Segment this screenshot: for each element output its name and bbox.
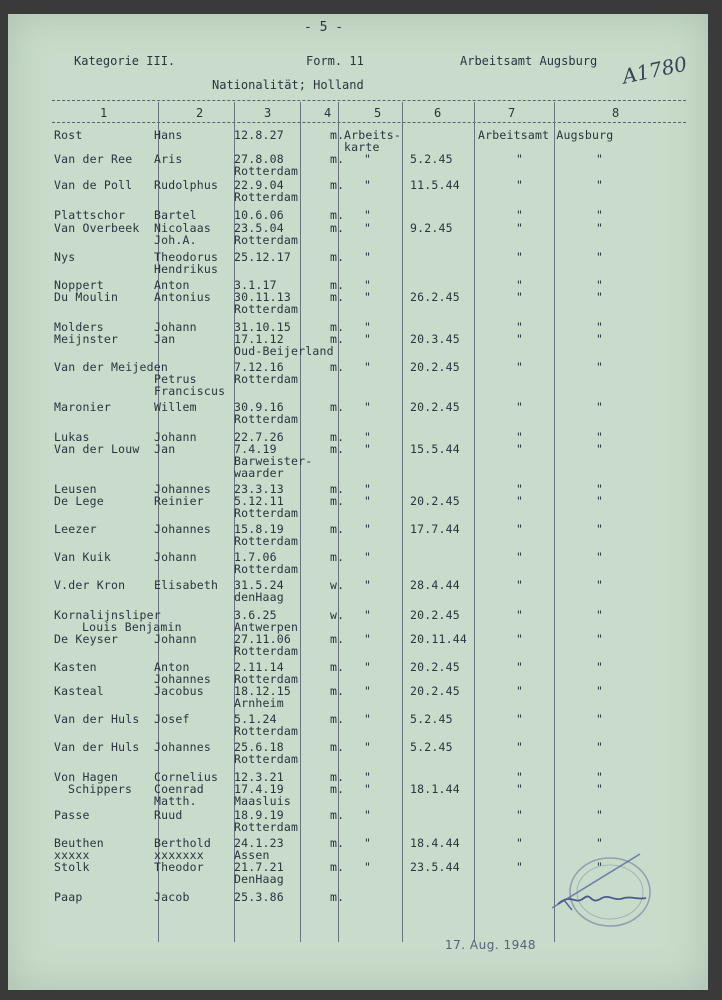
row-27-col-6: 20.2.45 (410, 494, 460, 508)
row-39-col-1: Kasten (54, 660, 97, 674)
row-31-col-5: " (364, 550, 372, 564)
row-33-col-1: V.der Kron (54, 578, 126, 592)
form-label: Form. 11 (306, 54, 364, 68)
row-4-col-6: 11.5.44 (410, 178, 460, 192)
row-2-col-4: m. (330, 152, 345, 166)
row-7-col-3: 23.5.04 (234, 221, 284, 235)
row-52-col-2: Berthold (154, 836, 211, 850)
row-48-col-4: m. (330, 782, 345, 796)
row-50-col-3: 18.9.19 (234, 808, 284, 822)
row-22-col-2: Johann (154, 430, 197, 444)
row-4-col-2: Rudolphus (154, 178, 219, 192)
row-41-col-8: " (596, 684, 604, 698)
row-6-col-8: " (596, 208, 604, 222)
column-divider-7 (554, 102, 555, 942)
row-7-col-2: Nicolaas (154, 221, 211, 235)
row-41-col-5: " (364, 684, 372, 698)
row-15-col-6: 20.3.45 (410, 332, 460, 346)
row-9-col-3: 25.12.17 (234, 250, 291, 264)
row-12-col-3: 30.11.13 (234, 290, 291, 304)
row-27-col-8: " (596, 494, 604, 508)
row-18-col-2: Petrus (154, 372, 197, 386)
row-2-col-8: " (596, 152, 604, 166)
row-37-col-2: Johann (154, 632, 197, 646)
row-54-col-2: Theodor (154, 860, 204, 874)
row-54-col-6: 23.5.44 (410, 860, 460, 874)
row-39-col-4: m. (330, 660, 345, 674)
row-46-col-3: Rotterdam (234, 752, 299, 766)
row-6-col-7: " (516, 208, 524, 222)
row-42-col-3: Arnheim (234, 696, 284, 710)
row-35-col-4: w. (330, 608, 345, 622)
office-label: Arbeitsamt Augsburg (460, 54, 598, 68)
row-39-col-3: 2.11.14 (234, 660, 284, 674)
row-39-col-5: " (364, 660, 372, 674)
row-2-col-5: " (364, 152, 372, 166)
row-45-col-5: " (364, 740, 372, 754)
row-29-col-5: " (364, 522, 372, 536)
row-32-col-3: Rotterdam (234, 562, 299, 576)
row-12-col-1: Du Moulin (54, 290, 119, 304)
row-45-col-8: " (596, 740, 604, 754)
row-40-col-3: Rotterdam (234, 672, 299, 686)
column-number-6: 6 (434, 106, 442, 120)
row-0-col-2: Hans (154, 128, 183, 142)
row-14-col-3: 31.10.15 (234, 320, 291, 334)
column-number-3: 3 (264, 106, 272, 120)
handwritten-reference: A1780 (620, 51, 690, 89)
row-31-col-8: " (596, 550, 604, 564)
row-7-col-4: m. (330, 221, 345, 235)
row-53-col-1: xxxxx (54, 848, 90, 862)
row-36-col-1: Louis Benjamin (82, 620, 182, 634)
row-14-col-5: " (364, 320, 372, 334)
row-20-col-1: Maronier (54, 400, 111, 414)
row-41-col-3: 18.12.15 (234, 684, 291, 698)
official-seal-icon (544, 848, 654, 930)
row-4-col-4: m. (330, 178, 345, 192)
row-43-col-6: 5.2.45 (410, 712, 453, 726)
row-8-col-3: Rotterdam (234, 233, 299, 247)
row-12-col-2: Antonius (154, 290, 211, 304)
row-43-col-5: " (364, 712, 372, 726)
row-41-col-4: m. (330, 684, 345, 698)
row-22-col-8: " (596, 430, 604, 444)
row-47-col-5: " (364, 770, 372, 784)
row-11-col-3: 3.1.17 (234, 278, 277, 292)
row-35-col-7: " (516, 608, 524, 622)
row-4-col-1: Van de Poll (54, 178, 133, 192)
row-39-col-8: " (596, 660, 604, 674)
row-26-col-4: m. (330, 482, 345, 496)
row-39-col-6: 20.2.45 (410, 660, 460, 674)
row-31-col-2: Johann (154, 550, 197, 564)
row-48-col-1: Schippers (68, 782, 133, 796)
row-23-col-3: 7.4.19 (234, 442, 277, 456)
row-2-col-6: 5.2.45 (410, 152, 453, 166)
column-number-4: 4 (324, 106, 332, 120)
column-number-1: 1 (100, 106, 108, 120)
row-15-col-4: m. (330, 332, 345, 346)
row-35-col-6: 20.2.45 (410, 608, 460, 622)
row-12-col-4: m. (330, 290, 345, 304)
row-33-col-5: " (364, 578, 372, 592)
row-54-col-4: m. (330, 860, 345, 874)
row-54-col-8: " (596, 860, 604, 874)
document-page (8, 14, 708, 990)
row-37-col-4: m. (330, 632, 345, 646)
row-27-col-1: De Lege (54, 494, 104, 508)
row-50-col-4: m. (330, 808, 345, 822)
row-56-col-2: Jacob (154, 890, 190, 904)
column-divider-6 (474, 102, 475, 942)
row-23-col-5: " (364, 442, 372, 456)
row-45-col-6: 5.2.45 (410, 740, 453, 754)
row-23-col-7: " (516, 442, 524, 456)
row-33-col-3: 31.5.24 (234, 578, 284, 592)
column-number-7: 7 (508, 106, 516, 120)
row-17-col-6: 20.2.45 (410, 360, 460, 374)
row-15-col-7: " (516, 332, 524, 346)
row-55-col-3: DenHaag (234, 872, 284, 886)
row-45-col-7: " (516, 740, 524, 754)
column-number-8: 8 (612, 106, 620, 120)
row-53-col-2: xxxxxxx (154, 848, 204, 862)
row-41-col-7: " (516, 684, 524, 698)
row-18-col-3: Rotterdam (234, 372, 299, 386)
row-54-col-1: Stolk (54, 860, 90, 874)
row-15-col-2: Jan (154, 332, 176, 346)
row-26-col-7: " (516, 482, 524, 496)
row-39-col-7: " (516, 660, 524, 674)
row-56-col-1: Paap (54, 890, 83, 904)
row-17-col-4: m. (330, 360, 345, 374)
row-9-col-8: " (596, 250, 604, 264)
row-3-col-3: Rotterdam (234, 164, 299, 178)
row-22-col-4: m. (330, 430, 345, 444)
row-39-col-2: Anton (154, 660, 190, 674)
column-divider-5 (402, 102, 403, 942)
row-52-col-1: Beuthen (54, 836, 104, 850)
row-6-col-2: Bartel (154, 208, 197, 222)
row-41-col-6: 20.2.45 (410, 684, 460, 698)
row-33-col-7: " (516, 578, 524, 592)
row-24-col-3: Barweister- (234, 454, 313, 468)
row-26-col-2: Johannes (154, 482, 211, 496)
row-37-col-8: " (596, 632, 604, 646)
row-30-col-3: Rotterdam (234, 534, 299, 548)
row-29-col-1: Leezer (54, 522, 97, 536)
row-48-col-6: 18.1.44 (410, 782, 460, 796)
row-56-col-4: m. (330, 890, 345, 904)
row-52-col-3: 24.1.23 (234, 836, 284, 850)
row-29-col-3: 15.8.19 (234, 522, 284, 536)
row-31-col-1: Van Kuik (54, 550, 111, 564)
row-52-col-6: 18.4.44 (410, 836, 460, 850)
row-45-col-4: m. (330, 740, 345, 754)
date-stamp: 17. Aug. 1948 (445, 938, 536, 952)
row-41-col-2: Jacobus (154, 684, 204, 698)
row-4-col-8: " (596, 178, 604, 192)
row-29-col-6: 17.7.44 (410, 522, 460, 536)
row-49-col-3: Maasluis (234, 794, 291, 808)
row-0-col-1: Rost (54, 128, 83, 142)
row-36-col-3: Antwerpen (234, 620, 299, 634)
row-35-col-3: 3.6.25 (234, 608, 277, 622)
row-23-col-1: Van der Louw (54, 442, 140, 456)
row-23-col-4: m. (330, 442, 345, 456)
row-50-col-7: " (516, 808, 524, 822)
category-label: Kategorie III. (74, 54, 176, 68)
row-7-col-1: Van Overbeek (54, 221, 140, 235)
row-14-col-4: m. (330, 320, 345, 334)
row-23-col-6: 15.5.44 (410, 442, 460, 456)
column-number-5: 5 (374, 106, 382, 120)
row-22-col-7: " (516, 430, 524, 444)
row-7-col-8: " (596, 221, 604, 235)
row-6-col-5: " (364, 208, 372, 222)
row-37-col-3: 27.11.06 (234, 632, 291, 646)
row-0-col-5: Arbeits- (344, 128, 401, 142)
row-26-col-8: " (596, 482, 604, 496)
row-35-col-8: " (596, 608, 604, 622)
row-17-col-8: " (596, 360, 604, 374)
row-35-col-1: Kornalijnsliper (54, 608, 161, 622)
row-8-col-2: Joh.A. (154, 233, 197, 247)
row-50-col-1: Passe (54, 808, 90, 822)
row-4-col-7: " (516, 178, 524, 192)
row-52-col-7: " (516, 836, 524, 850)
row-37-col-5: " (364, 632, 372, 646)
row-11-col-4: m. (330, 278, 345, 292)
row-44-col-3: Rotterdam (234, 724, 299, 738)
row-7-col-5: " (364, 221, 372, 235)
row-2-col-2: Aris (154, 152, 183, 166)
row-14-col-1: Molders (54, 320, 104, 334)
row-31-col-3: 1.7.06 (234, 550, 277, 564)
row-45-col-3: 25.6.18 (234, 740, 284, 754)
row-54-col-3: 21.7.21 (234, 860, 284, 874)
row-20-col-6: 20.2.45 (410, 400, 460, 414)
row-21-col-3: Rotterdam (234, 412, 299, 426)
row-22-col-3: 22.7.26 (234, 430, 284, 444)
row-15-col-5: " (364, 332, 372, 346)
row-51-col-3: Rotterdam (234, 820, 299, 834)
row-6-col-4: m. (330, 208, 345, 222)
row-47-col-1: Von Hagen (54, 770, 119, 784)
row-54-col-5: " (364, 860, 372, 874)
row-2-col-3: 27.8.08 (234, 152, 284, 166)
row-15-col-3: 17.1.12 (234, 332, 284, 346)
row-28-col-3: Rotterdam (234, 506, 299, 520)
row-47-col-4: m. (330, 770, 345, 784)
page-number: - 5 - (304, 20, 344, 35)
row-4-col-5: " (364, 178, 372, 192)
row-31-col-4: m. (330, 550, 345, 564)
row-14-col-7: " (516, 320, 524, 334)
row-29-col-7: " (516, 522, 524, 536)
row-26-col-5: " (364, 482, 372, 496)
row-9-col-2: Theodorus (154, 250, 219, 264)
row-33-col-4: w. (330, 578, 345, 592)
row-14-col-8: " (596, 320, 604, 334)
row-19-col-2: Franciscus (154, 384, 226, 398)
row-7-col-7: " (516, 221, 524, 235)
row-11-col-8: " (596, 278, 604, 292)
row-37-col-1: De Keyser (54, 632, 119, 646)
row-53-col-3: Assen (234, 848, 270, 862)
row-56-col-3: 25.3.86 (234, 890, 284, 904)
row-43-col-2: Josef (154, 712, 190, 726)
row-47-col-2: Cornelius (154, 770, 219, 784)
row-11-col-5: " (364, 278, 372, 292)
row-29-col-2: Johannes (154, 522, 211, 536)
row-29-col-8: " (596, 522, 604, 536)
row-43-col-8: " (596, 712, 604, 726)
row-38-col-3: Rotterdam (234, 644, 299, 658)
row-20-col-7: " (516, 400, 524, 414)
row-15-col-1: Meijnster (54, 332, 119, 346)
row-26-col-1: Leusen (54, 482, 97, 496)
row-20-col-4: m. (330, 400, 345, 414)
header-rule (52, 122, 686, 123)
row-11-col-1: Noppert (54, 278, 104, 292)
row-41-col-1: Kasteal (54, 684, 104, 698)
row-5-col-3: Rotterdam (234, 190, 299, 204)
row-16-col-3: Oud-Beijerland (234, 344, 334, 358)
row-11-col-2: Anton (154, 278, 190, 292)
row-9-col-7: " (516, 250, 524, 264)
row-12-col-6: 26.2.45 (410, 290, 460, 304)
row-49-col-2: Matth. (154, 794, 197, 808)
row-50-col-8: " (596, 808, 604, 822)
row-48-col-2: Coenrad (154, 782, 204, 796)
row-0-col-4: m. (330, 128, 345, 142)
row-11-col-7: " (516, 278, 524, 292)
row-27-col-3: 5.12.11 (234, 494, 284, 508)
row-27-col-7: " (516, 494, 524, 508)
row-47-col-7: " (516, 770, 524, 784)
row-23-col-8: " (596, 442, 604, 456)
row-37-col-6: 20.11.44 (410, 632, 467, 646)
row-43-col-1: Van der Huls (54, 712, 140, 726)
row-22-col-5: " (364, 430, 372, 444)
row-7-col-6: 9.2.45 (410, 221, 453, 235)
row-52-col-5: " (364, 836, 372, 850)
row-47-col-3: 12.3.21 (234, 770, 284, 784)
row-17-col-5: " (364, 360, 372, 374)
row-25-col-3: waarder (234, 466, 284, 480)
row-33-col-8: " (596, 578, 604, 592)
row-20-col-2: Willem (154, 400, 197, 414)
row-17-col-1: Van der Meijeden (54, 360, 168, 374)
row-12-col-5: " (364, 290, 372, 304)
row-29-col-4: m. (330, 522, 345, 536)
row-15-col-8: " (596, 332, 604, 346)
row-43-col-3: 5.1.24 (234, 712, 277, 726)
row-20-col-3: 30.9.16 (234, 400, 284, 414)
column-number-2: 2 (196, 106, 204, 120)
row-37-col-7: " (516, 632, 524, 646)
row-20-col-5: " (364, 400, 372, 414)
row-2-col-7: " (516, 152, 524, 166)
row-48-col-8: " (596, 782, 604, 796)
row-13-col-3: Rotterdam (234, 302, 299, 316)
row-31-col-7: " (516, 550, 524, 564)
row-33-col-6: 28.4.44 (410, 578, 460, 592)
row-47-col-8: " (596, 770, 604, 784)
row-12-col-8: " (596, 290, 604, 304)
row-52-col-8: " (596, 836, 604, 850)
row-54-col-7: " (516, 860, 524, 874)
row-23-col-2: Jan (154, 442, 176, 456)
row-48-col-3: 17.4.19 (234, 782, 284, 796)
row-17-col-3: 7.12.16 (234, 360, 284, 374)
row-27-col-2: Reinier (154, 494, 204, 508)
row-45-col-2: Johannes (154, 740, 211, 754)
row-48-col-7: " (516, 782, 524, 796)
row-52-col-4: m. (330, 836, 345, 850)
row-9-col-1: Nys (54, 250, 76, 264)
row-34-col-3: denHaag (234, 590, 284, 604)
row-0-col-7: Arbeitsamt Augsburg (478, 128, 614, 142)
row-4-col-3: 22.9.04 (234, 178, 284, 192)
row-45-col-1: Van der Huls (54, 740, 140, 754)
row-10-col-2: Hendrikus (154, 262, 219, 276)
row-48-col-5: " (364, 782, 372, 796)
row-9-col-4: m. (330, 250, 345, 264)
row-35-col-5: " (364, 608, 372, 622)
row-50-col-2: Ruud (154, 808, 183, 822)
row-1-col-5: karte (344, 140, 380, 154)
row-33-col-2: Elisabeth (154, 578, 219, 592)
nationality-label: Nationalität; Holland (212, 78, 364, 92)
row-0-col-3: 12.8.27 (234, 128, 284, 142)
row-22-col-1: Lukas (54, 430, 90, 444)
row-43-col-4: m. (330, 712, 345, 726)
row-12-col-7: " (516, 290, 524, 304)
row-20-col-8: " (596, 400, 604, 414)
row-27-col-4: m. (330, 494, 345, 508)
row-9-col-5: " (364, 250, 372, 264)
column-divider-3 (300, 102, 301, 942)
row-50-col-5: " (364, 808, 372, 822)
row-17-col-7: " (516, 360, 524, 374)
row-40-col-2: Johannes (154, 672, 211, 686)
row-14-col-2: Johann (154, 320, 197, 334)
row-6-col-3: 10.6.06 (234, 208, 284, 222)
row-43-col-7: " (516, 712, 524, 726)
row-2-col-1: Van der Ree (54, 152, 133, 166)
top-rule (52, 100, 686, 101)
row-27-col-5: " (364, 494, 372, 508)
row-26-col-3: 23.3.13 (234, 482, 284, 496)
row-6-col-1: Plattschor (54, 208, 126, 222)
